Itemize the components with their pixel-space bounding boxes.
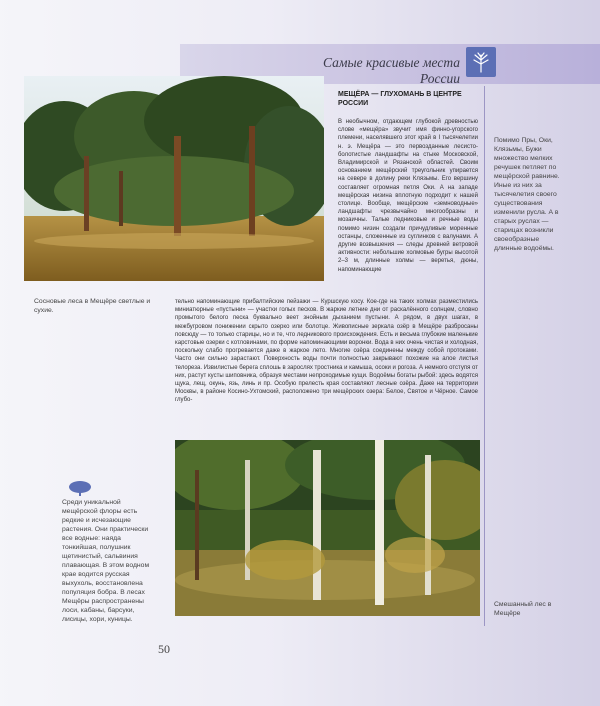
page-header-title: Самые красивые места России <box>323 55 460 86</box>
photo1-caption: Сосновые леса в Мещёре светлые и сухие. <box>34 298 151 314</box>
rivers-sidebar-caption: Помимо Пры, Оки, Клязьмы, Бужи множество мелких речушек петляет по мещёрской равнине. Иные из них за тысячелетия своего существования изменили русла. А в старых руслах — старицах возникли своеобразные длинные водоёмы. <box>494 137 560 252</box>
page-number: 50 <box>158 642 170 656</box>
article-wide-text: тельно напоминающие прибалтийские пейзажи — Куршскую косу. Кое-где на таких холмах разместились миниатюрные «пустыни» — участки голых песков. В жаркие летние дни от раскалённого солнцем, словно промытого белого песка буквально веет знойным дыханием пустыни. А рядом, в двух шагах, в межбугровом понижении скрыто озерко или болотце. Живописные зеркала озёр в Мещёре разбросаны повсюду — то только старицы, но и те, что ледникового происхождения. Есть и весьма глубокие маленькие карстовые озерки с котловинами, по форме напоминающими воронки. Вода в них очень чистая и холодная, поскольку слабо прогревается даже в жаркое лето. Многие озёра соединены между собой протоками. Часто они сильно зарастают. Поверхность воды почти полностью закрывают похожие на алое листья телореза. Извилистые берега сплошь в зарослях тростника и камыша, осоки и рогоза. А немного отступя от них, растут кусты шиповника, образуя местами непроходимые кущи. Водоёмы богаты рыбой: здесь водятся щука, лещ, окунь, язь, линь и пр. Особую прелесть края составляют лесные озёра. Даже на территории Москвы, в районе Косино-Ухтомский, расположено три мещёрских озера: Белое, Святое и Чёрное. Самое глубо- <box>175 299 478 404</box>
mixed-forest-photo <box>175 440 480 616</box>
column-divider <box>484 86 485 626</box>
tree-emblem-icon <box>466 47 496 77</box>
photo2-caption: Смешанный лес в Мещёре <box>494 601 552 617</box>
article-title: МЕЩЁРА — ГЛУХОМАНЬ В ЦЕНТРЕ РОССИИ <box>338 91 462 107</box>
article-column-text: В необычном, отдающем глубокой древностью слове «мещёра» звучит имя финно-угорского племени, населявшего этот край в I тысячелетии н. э. Мещёра — это первозданные лесисто-болотистые ландшафты на стыке Московской, Владимирской и Рязанской областей. Своим основанием мещёрский треугольник упирается на севере в долину реки Клязьмы. Его вершину составляет огромная петля Оки. А на западе мещёрская низина вплотную подходит к нашей столице. Вообще, мещёрские «земноводные» ландшафты чрезвычайно многообразны и мозаичны. Талые ледниковые и речные воды помимо низин создали причудливые моренные останцы, сложенные из суглинков с валунами. А другие возвышения — следы древней ветровой активности: небольшие холмовые бугры высотой 2–3 м, длинные холмы — веретья, дюны, напоминающие <box>338 119 478 273</box>
flora-sidebar-caption: Среди уникальной мещёрской флоры есть редкие и исчезающие растения. Они практически все водные: наяда тонкийшая, полушник щетинистый, сальвиния плавающая. В этом водном крае водится русская выхухоль, восстановлена популяция бобра. В лесах Мещёры распространены лоси, кабаны, барсуки, лисицы, хори, куницы. <box>62 499 150 623</box>
pine-forest-photo <box>24 76 324 281</box>
